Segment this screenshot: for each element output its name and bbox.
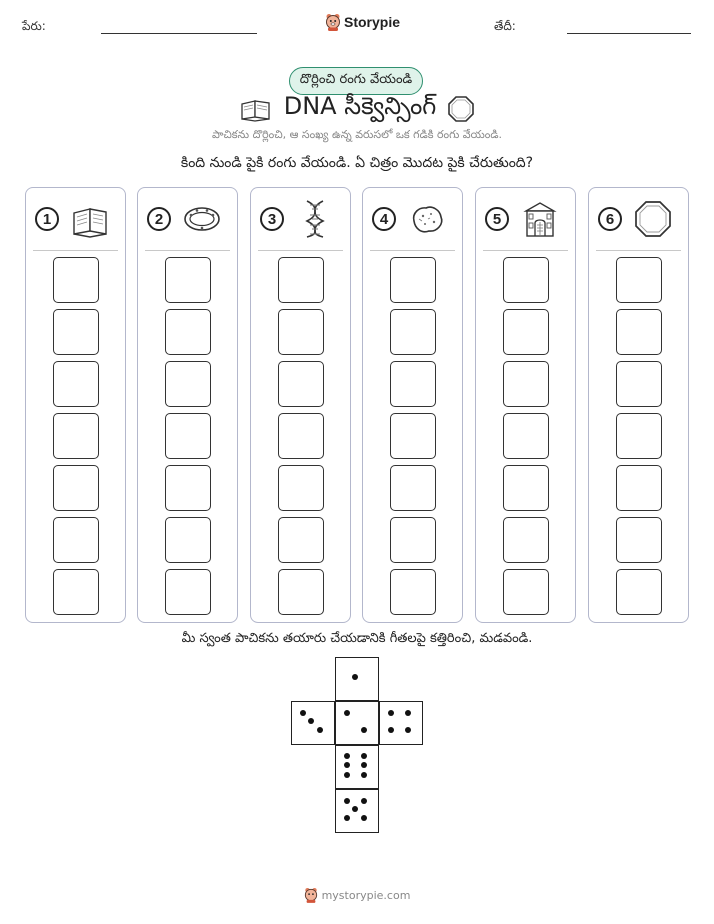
pip [344, 798, 350, 804]
column-divider [483, 250, 568, 251]
page-title: DNA సీక్వెన్సింగ్ [283, 92, 437, 120]
color-box[interactable] [165, 465, 211, 511]
pip [308, 718, 314, 724]
building-icon [520, 199, 560, 239]
column-1 [25, 187, 126, 623]
color-box[interactable] [503, 257, 549, 303]
column-divider [596, 250, 681, 251]
color-box[interactable] [503, 569, 549, 615]
color-box[interactable] [503, 361, 549, 407]
pip [405, 727, 411, 733]
instruction: కింది నుండి పైకి రంగు వేయండి. ఏ చిత్రం మొదట పైకి చేరుతుంది? [180, 155, 534, 171]
color-box[interactable] [503, 309, 549, 355]
storypie-mascot-icon [325, 13, 341, 31]
pip [352, 674, 358, 680]
pip [405, 710, 411, 716]
pip [361, 772, 367, 778]
date-line [567, 33, 691, 34]
pip [388, 727, 394, 733]
pip [388, 710, 394, 716]
color-box[interactable] [278, 257, 324, 303]
color-box[interactable] [53, 465, 99, 511]
color-box[interactable] [165, 257, 211, 303]
pip [344, 753, 350, 759]
name-label: పేరు: [22, 19, 46, 33]
color-box[interactable] [503, 517, 549, 563]
book-icon [70, 199, 110, 239]
pip [300, 710, 306, 716]
color-box[interactable] [616, 569, 662, 615]
color-box[interactable] [53, 309, 99, 355]
roll-and-color-pill: దొర్లించి రంగు వేయండి [289, 67, 423, 95]
color-box[interactable] [53, 413, 99, 459]
title-row [0, 92, 714, 126]
color-box[interactable] [53, 569, 99, 615]
dice-face-center [335, 701, 379, 745]
pip [344, 815, 350, 821]
color-box[interactable] [616, 257, 662, 303]
book-icon [240, 96, 272, 122]
color-box[interactable] [278, 413, 324, 459]
color-box[interactable] [53, 257, 99, 303]
color-box[interactable] [390, 413, 436, 459]
pip [361, 753, 367, 759]
color-box[interactable] [165, 517, 211, 563]
column-divider [33, 250, 118, 251]
column-divider [145, 250, 230, 251]
column-divider [370, 250, 455, 251]
pip [344, 762, 350, 768]
ring-icon [182, 199, 222, 239]
column-number: 3 [260, 207, 284, 231]
column-4 [362, 187, 463, 623]
color-box[interactable] [165, 569, 211, 615]
dice-face-2 [291, 701, 335, 745]
dice-face-1 [335, 657, 379, 701]
logo-text: Storypie [344, 14, 401, 30]
footer-url[interactable]: mystorypie.com [321, 888, 411, 902]
color-box[interactable] [278, 517, 324, 563]
color-box[interactable] [390, 517, 436, 563]
color-box[interactable] [503, 413, 549, 459]
color-box[interactable] [616, 465, 662, 511]
pip [344, 710, 350, 716]
column-5 [475, 187, 576, 623]
column-2 [137, 187, 238, 623]
color-box[interactable] [616, 517, 662, 563]
column-number: 1 [35, 207, 59, 231]
color-box[interactable] [165, 413, 211, 459]
color-box[interactable] [390, 361, 436, 407]
column-number: 5 [485, 207, 509, 231]
pip [361, 815, 367, 821]
color-box[interactable] [616, 413, 662, 459]
pip [361, 727, 367, 733]
pip [317, 727, 323, 733]
column-divider [258, 250, 343, 251]
subtitle: పాచికను దొర్లించి, ఆ సంఖ్య ఉన్న వరుసలో ఒక గడికి రంగు వేయండి. [212, 128, 502, 141]
footer [0, 887, 714, 903]
color-box[interactable] [503, 465, 549, 511]
name-line [101, 33, 257, 34]
color-box[interactable] [278, 465, 324, 511]
color-box[interactable] [165, 361, 211, 407]
octagon-icon [633, 199, 673, 239]
pip [344, 772, 350, 778]
octagon-icon [448, 96, 474, 122]
color-box[interactable] [53, 517, 99, 563]
column-number: 4 [372, 207, 396, 231]
color-box[interactable] [390, 257, 436, 303]
column-3 [250, 187, 351, 623]
color-box[interactable] [278, 361, 324, 407]
color-box[interactable] [278, 309, 324, 355]
color-box[interactable] [616, 361, 662, 407]
cut-instruction: మీ స్వంత పాచికను తయారు చేయడానికి గీతలపై కత్తిరించి, మడవండి. [181, 631, 533, 646]
column-6 [588, 187, 689, 623]
dice-face-5 [335, 789, 379, 833]
column-number: 6 [598, 207, 622, 231]
color-box[interactable] [390, 569, 436, 615]
dice-face-6 [335, 745, 379, 789]
date-label: తేదీ: [494, 19, 516, 33]
dice-face-4 [379, 701, 423, 745]
column-number: 2 [147, 207, 171, 231]
color-box[interactable] [53, 361, 99, 407]
pip [361, 762, 367, 768]
color-box[interactable] [165, 309, 211, 355]
pip [352, 806, 358, 812]
storypie-logo [325, 13, 400, 31]
color-box[interactable] [616, 309, 662, 355]
rock-icon [407, 199, 447, 239]
dna-icon [295, 199, 335, 239]
color-box[interactable] [390, 309, 436, 355]
pip [361, 798, 367, 804]
color-box[interactable] [390, 465, 436, 511]
color-box[interactable] [278, 569, 324, 615]
storypie-mascot-icon [304, 887, 318, 903]
